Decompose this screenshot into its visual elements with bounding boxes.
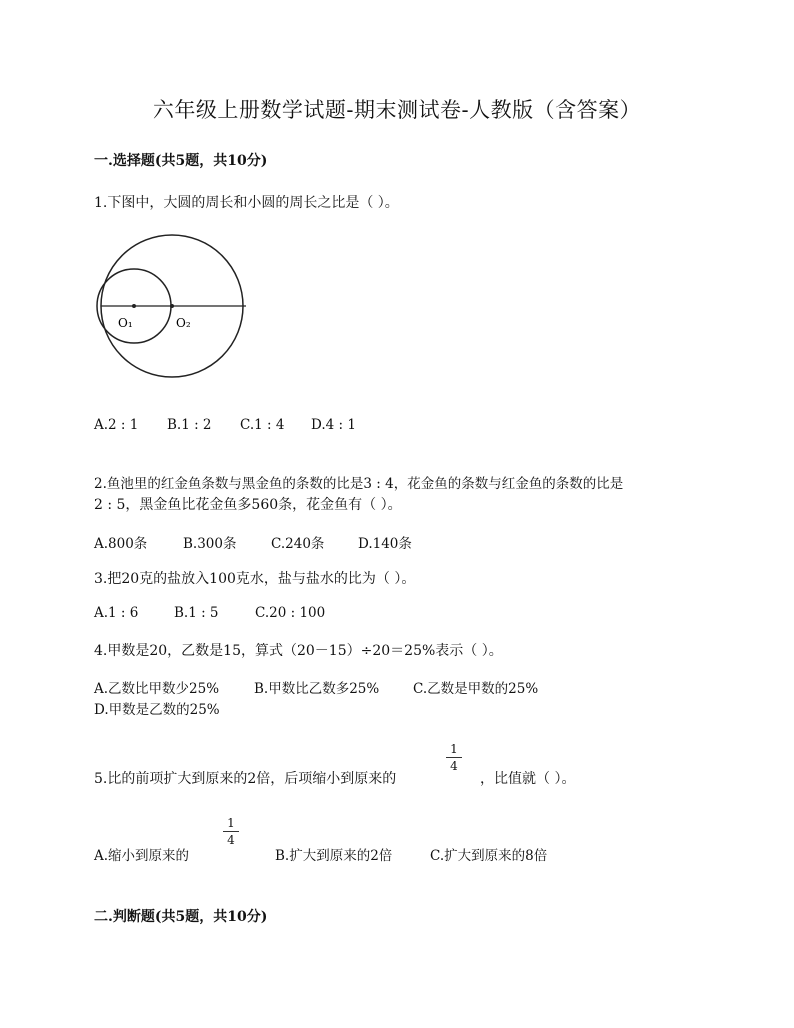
label-o2: O₂ xyxy=(176,316,191,330)
q2-option-d: D.140条 xyxy=(358,536,412,552)
fraction-numerator: 1 xyxy=(450,742,458,756)
q4-option-d: D.甲数是乙数的25% xyxy=(94,702,220,718)
question-5-fraction xyxy=(446,742,462,773)
q3-option-b: B.1 : 5 xyxy=(174,605,219,621)
question-1-text: 1.下图中，大圆的周长和小圆的周长之比是（ ）。 xyxy=(94,195,399,211)
q4-option-a: A.乙数比甲数少25% xyxy=(94,681,220,697)
question-5-text-before: 5.比的前项扩大到原来的2倍，后项缩小到原来的 xyxy=(94,771,397,787)
q2-option-b: B.300条 xyxy=(183,536,237,552)
q2-option-c: C.240条 xyxy=(271,536,325,552)
question-5-text-after: ，比值就（ ）。 xyxy=(480,771,576,787)
center-o1-dot xyxy=(132,304,136,308)
question-2-line-2: 2 : 5，黑金鱼比花金鱼多560条，花金鱼有（ ）。 xyxy=(94,497,402,513)
q3-option-c: C.20 : 100 xyxy=(255,605,326,621)
q4-option-b: B.甲数比乙数多25% xyxy=(254,681,380,697)
question-2-line-1: 2.鱼池里的红金鱼条数与黑金鱼的条数的比是3 : 4，花金鱼的条数与红金鱼的条数的比是 xyxy=(94,476,624,492)
fraction-denominator: 4 xyxy=(450,759,458,773)
q1-option-a: A.2 : 1 xyxy=(94,417,139,433)
q3-option-a: A.1 : 6 xyxy=(94,605,139,621)
q4-option-c: C.乙数是甲数的25% xyxy=(413,681,539,697)
fraction-bar xyxy=(446,757,462,758)
center-o2-dot xyxy=(170,304,174,308)
label-o1: O₁ xyxy=(118,316,133,330)
fraction-denominator: 4 xyxy=(227,833,235,847)
question-3-text: 3.把20克的盐放入100克水，盐与盐水的比为（ ）。 xyxy=(94,571,416,587)
section-heading-choice: 一.选择题(共5题，共10分) xyxy=(94,153,268,169)
q2-option-a: A.800条 xyxy=(94,536,148,552)
q5-option-a-fraction xyxy=(223,816,239,847)
q1-option-d: D.4 : 1 xyxy=(311,417,356,433)
q1-option-c: C.1 : 4 xyxy=(240,417,285,433)
q1-option-b: B.1 : 2 xyxy=(167,417,212,433)
section-heading-judgement: 二.判断题(共5题，共10分) xyxy=(94,909,268,925)
q5-option-a: A.缩小到原来的 xyxy=(94,848,190,864)
circles-diagram xyxy=(94,233,254,383)
q5-option-c: C.扩大到原来的8倍 xyxy=(430,848,548,864)
fraction-numerator: 1 xyxy=(227,816,235,830)
page-title: 六年级上册数学试题-期末测试卷-人教版（含答案） xyxy=(152,98,642,122)
question-4-text: 4.甲数是20，乙数是15，算式（20－15）÷20＝25%表示（ ）。 xyxy=(94,643,503,659)
fraction-bar xyxy=(223,831,239,832)
q5-option-b: B.扩大到原来的2倍 xyxy=(275,848,393,864)
